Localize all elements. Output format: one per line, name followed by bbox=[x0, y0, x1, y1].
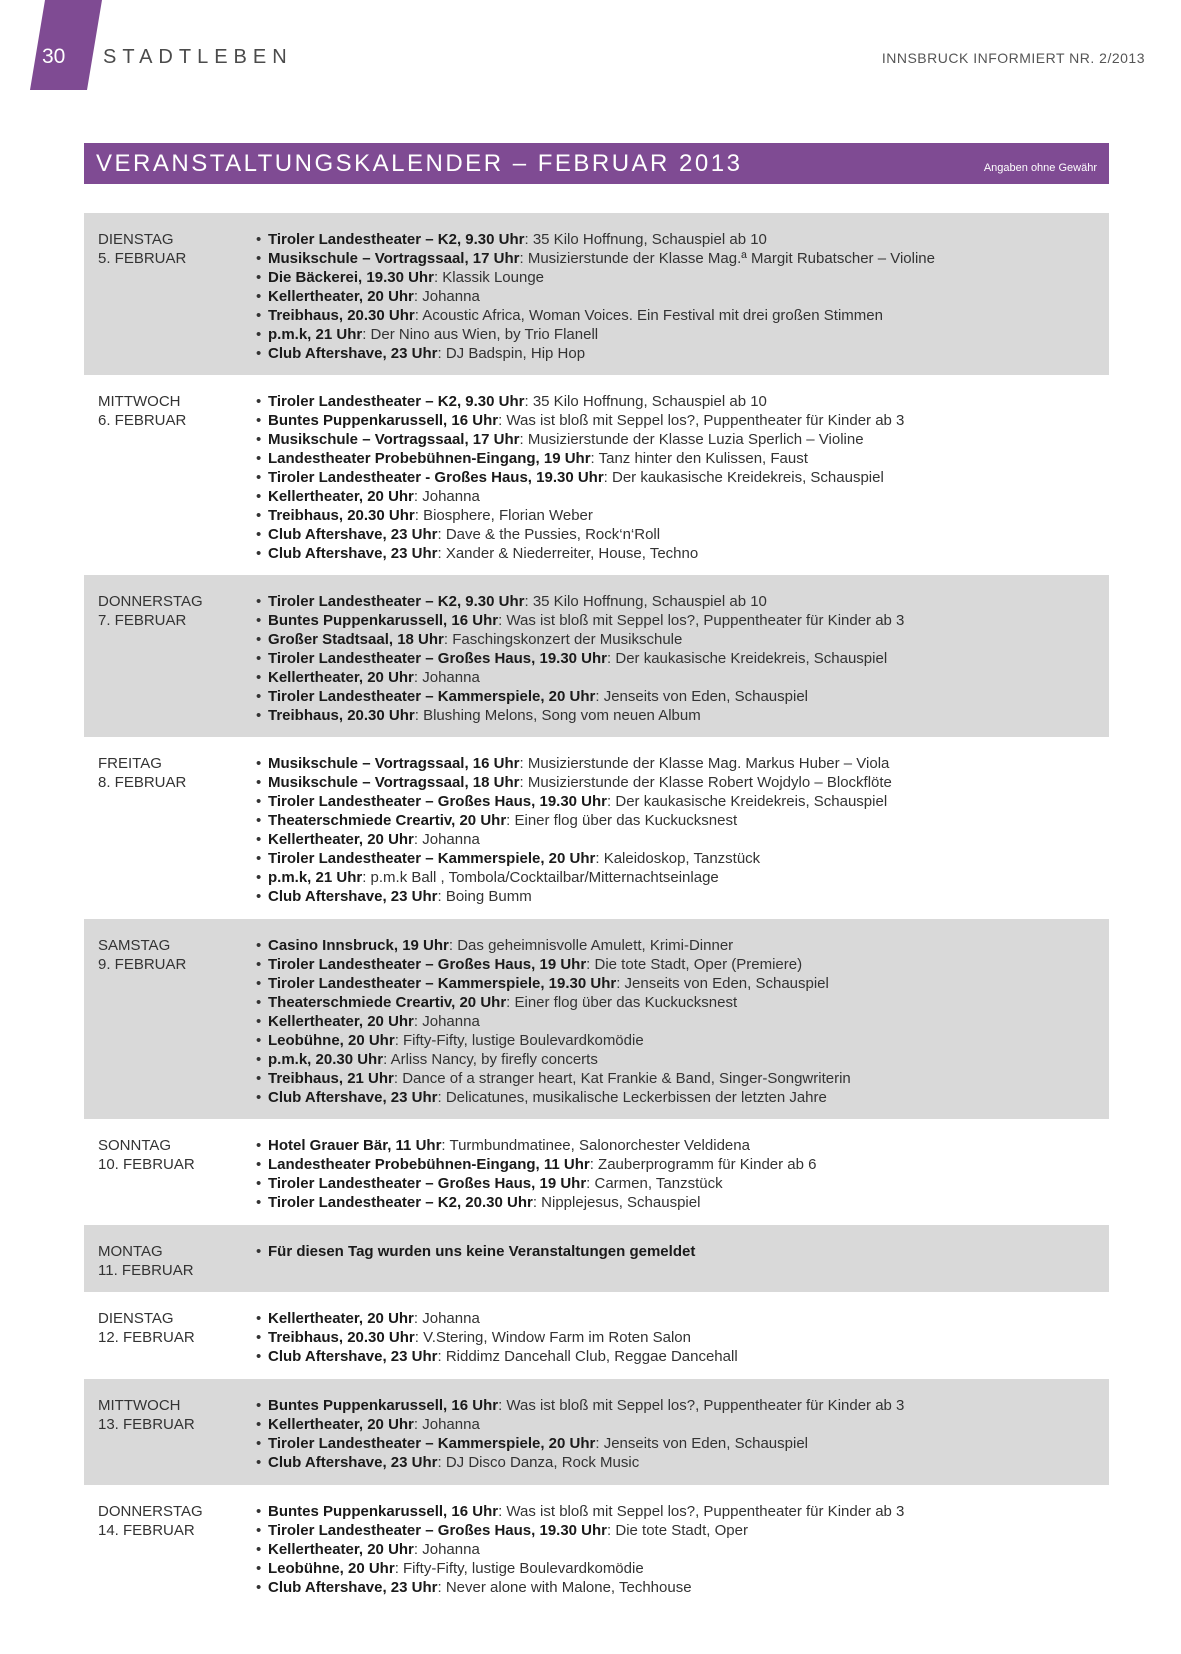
event-venue: Landestheater Probebühnen-Eingang, 19 Uhr bbox=[268, 450, 591, 467]
event-venue: Landestheater Probebühnen-Eingang, 11 Uhr bbox=[268, 1156, 590, 1173]
day-block bbox=[84, 1292, 1109, 1379]
day-label bbox=[98, 1136, 195, 1174]
bullet-icon: • bbox=[256, 975, 262, 992]
day-label bbox=[98, 754, 186, 792]
bullet-icon: • bbox=[256, 393, 262, 410]
event-venue: Tiroler Landestheater – K2, 9.30 Uhr bbox=[268, 231, 525, 248]
event-list bbox=[256, 1242, 1099, 1261]
weekday: SONNTAG bbox=[98, 1137, 172, 1154]
event-venue: Die Bäckerei, 19.30 Uhr bbox=[268, 269, 434, 286]
event-item bbox=[256, 936, 1099, 955]
issue-info: INNSBRUCK INFORMIERT NR. 2/2013 bbox=[881, 50, 1145, 66]
event-item bbox=[256, 1012, 1099, 1031]
event-venue: Treibhaus, 20.30 Uhr bbox=[268, 707, 415, 724]
event-venue: Club Aftershave, 23 Uhr bbox=[268, 888, 438, 905]
event-list bbox=[256, 1396, 1099, 1472]
bullet-icon: • bbox=[256, 1175, 262, 1192]
calendar-title: VERANSTALTUNGSKALENDER – FEBRUAR 2013 bbox=[96, 150, 743, 177]
event-venue: Hotel Grauer Bär, 11 Uhr bbox=[268, 1137, 442, 1154]
bullet-icon: • bbox=[256, 688, 262, 705]
bullet-icon: • bbox=[256, 1348, 262, 1365]
bullet-icon: • bbox=[256, 650, 262, 667]
bullet-icon: • bbox=[256, 850, 262, 867]
bullet-icon: • bbox=[256, 231, 262, 248]
bullet-icon: • bbox=[256, 1051, 262, 1068]
event-item bbox=[256, 1050, 1099, 1069]
event-description: : Fifty-Fifty, lustige Boulevardkomödie bbox=[394, 1032, 644, 1049]
event-description: : Acoustic Africa, Woman Voices. Ein Festival mit drei großen Stimmen bbox=[414, 307, 883, 324]
event-item bbox=[256, 411, 1099, 430]
event-venue: Tiroler Landestheater – Kammerspiele, 19.30 Uhr bbox=[268, 975, 617, 992]
event-description: : DJ Disco Danza, Rock Music bbox=[437, 1454, 640, 1471]
event-description: : Was ist bloß mit Seppel los?, Puppentheater für Kinder ab 3 bbox=[498, 1397, 905, 1414]
day-label bbox=[98, 1309, 195, 1347]
event-venue: Kellertheater, 20 Uhr bbox=[268, 288, 414, 305]
bullet-icon: • bbox=[256, 1137, 262, 1154]
event-venue: Club Aftershave, 23 Uhr bbox=[268, 526, 438, 543]
event-list bbox=[256, 1502, 1099, 1597]
event-venue: Treibhaus, 20.30 Uhr bbox=[268, 507, 415, 524]
event-item bbox=[256, 325, 1099, 344]
day-block bbox=[84, 919, 1109, 1119]
day-label bbox=[98, 936, 186, 974]
bullet-icon: • bbox=[256, 956, 262, 973]
weekday: DONNERSTAG bbox=[98, 1503, 203, 1520]
event-description: : Was ist bloß mit Seppel los?, Puppentheater für Kinder ab 3 bbox=[498, 612, 905, 629]
bullet-icon: • bbox=[256, 1579, 262, 1596]
event-venue: Musikschule – Vortragssaal, 17 Uhr bbox=[268, 431, 520, 448]
event-item bbox=[256, 611, 1099, 630]
bullet-icon: • bbox=[256, 631, 262, 648]
event-item bbox=[256, 306, 1099, 325]
event-description: : V.Stering, Window Farm im Roten Salon bbox=[414, 1329, 691, 1346]
bullet-icon: • bbox=[256, 1503, 262, 1520]
event-item bbox=[256, 1193, 1099, 1212]
event-venue: Club Aftershave, 23 Uhr bbox=[268, 1579, 438, 1596]
weekday: DONNERSTAG bbox=[98, 593, 203, 610]
event-description: : Jenseits von Eden, Schauspiel bbox=[616, 975, 829, 992]
event-item bbox=[256, 1242, 1099, 1261]
event-item bbox=[256, 849, 1099, 868]
bullet-icon: • bbox=[256, 812, 262, 829]
event-description: : Turmbundmatinee, Salonorchester Veldidena bbox=[441, 1137, 750, 1154]
bullet-icon: • bbox=[256, 707, 262, 724]
event-description: : Riddimz Dancehall Club, Reggae Dancehall bbox=[437, 1348, 738, 1365]
weekday: DIENSTAG bbox=[98, 1310, 174, 1327]
event-item bbox=[256, 487, 1099, 506]
bullet-icon: • bbox=[256, 937, 262, 954]
bullet-icon: • bbox=[256, 1013, 262, 1030]
day-block bbox=[84, 575, 1109, 737]
event-venue: Musikschule – Vortragssaal, 16 Uhr bbox=[268, 755, 520, 772]
bullet-icon: • bbox=[256, 774, 262, 791]
event-calendar bbox=[84, 213, 1109, 1609]
event-venue: Kellertheater, 20 Uhr bbox=[268, 669, 414, 686]
event-item bbox=[256, 287, 1099, 306]
event-description: : 35 Kilo Hoffnung, Schauspiel ab 10 bbox=[524, 593, 767, 610]
event-item bbox=[256, 706, 1099, 725]
bullet-icon: • bbox=[256, 412, 262, 429]
event-description: : Boing Bumm bbox=[437, 888, 532, 905]
event-venue: Tiroler Landestheater – Großes Haus, 19.30 Uhr bbox=[268, 1522, 608, 1539]
bullet-icon: • bbox=[256, 593, 262, 610]
weekday: DIENSTAG bbox=[98, 231, 174, 248]
event-item bbox=[256, 1347, 1099, 1366]
bullet-icon: • bbox=[256, 488, 262, 505]
event-item bbox=[256, 1453, 1099, 1472]
event-venue: Theaterschmiede Creartiv, 20 Uhr bbox=[268, 994, 507, 1011]
event-list bbox=[256, 230, 1099, 363]
event-description: : 35 Kilo Hoffnung, Schauspiel ab 10 bbox=[524, 393, 767, 410]
date: 9. FEBRUAR bbox=[98, 956, 187, 973]
event-item bbox=[256, 1155, 1099, 1174]
event-item bbox=[256, 344, 1099, 363]
bullet-icon: • bbox=[256, 450, 262, 467]
event-list bbox=[256, 1309, 1099, 1366]
bullet-icon: • bbox=[256, 1329, 262, 1346]
event-description: : Einer flog über das Kuckucksnest bbox=[506, 994, 738, 1011]
date: 8. FEBRUAR bbox=[98, 774, 187, 791]
event-item bbox=[256, 630, 1099, 649]
event-venue: Kellertheater, 20 Uhr bbox=[268, 1416, 414, 1433]
event-item bbox=[256, 392, 1099, 411]
bullet-icon: • bbox=[256, 526, 262, 543]
weekday: MITTWOCH bbox=[98, 393, 181, 410]
date: 14. FEBRUAR bbox=[98, 1522, 195, 1539]
event-venue: Buntes Puppenkarussell, 16 Uhr bbox=[268, 1503, 499, 1520]
event-venue: Tiroler Landestheater – K2, 20.30 Uhr bbox=[268, 1194, 533, 1211]
event-list bbox=[256, 936, 1099, 1107]
event-item bbox=[256, 544, 1099, 563]
event-venue: Club Aftershave, 23 Uhr bbox=[268, 1454, 438, 1471]
event-venue: Großer Stadtsaal, 18 Uhr bbox=[268, 631, 444, 648]
bullet-icon: • bbox=[256, 269, 262, 286]
bullet-icon: • bbox=[256, 250, 262, 267]
event-description: : Musizierstunde der Klasse Mag. Markus Huber – Viola bbox=[519, 755, 890, 772]
bullet-icon: • bbox=[256, 1070, 262, 1087]
event-venue: Kellertheater, 20 Uhr bbox=[268, 1013, 414, 1030]
event-item bbox=[256, 1088, 1099, 1107]
event-venue: p.m.k, 21 Uhr bbox=[268, 869, 363, 886]
day-block bbox=[84, 375, 1109, 575]
bullet-icon: • bbox=[256, 888, 262, 905]
event-item bbox=[256, 792, 1099, 811]
event-description: : Johanna bbox=[413, 1013, 480, 1030]
event-venue: p.m.k, 21 Uhr bbox=[268, 326, 363, 343]
event-venue: Treibhaus, 20.30 Uhr bbox=[268, 1329, 415, 1346]
event-item bbox=[256, 955, 1099, 974]
day-block bbox=[84, 1225, 1109, 1292]
bullet-icon: • bbox=[256, 612, 262, 629]
event-description: : Johanna bbox=[413, 669, 480, 686]
day-block bbox=[84, 213, 1109, 375]
event-description: : Musizierstunde der Klasse Mag.ª Margit Rubatscher – Violine bbox=[519, 250, 935, 267]
event-venue: Tiroler Landestheater – Kammerspiele, 20 Uhr bbox=[268, 850, 596, 867]
bullet-icon: • bbox=[256, 469, 262, 486]
day-block bbox=[84, 1379, 1109, 1485]
event-list bbox=[256, 754, 1099, 906]
event-venue: Tiroler Landestheater – Großes Haus, 19.30 Uhr bbox=[268, 793, 608, 810]
event-description: : Faschingskonzert der Musikschule bbox=[443, 631, 683, 648]
bullet-icon: • bbox=[256, 1522, 262, 1539]
day-label bbox=[98, 1502, 203, 1540]
day-label bbox=[98, 230, 186, 268]
bullet-icon: • bbox=[256, 1541, 262, 1558]
event-item bbox=[256, 1396, 1099, 1415]
event-item bbox=[256, 230, 1099, 249]
disclaimer-note: Angaben ohne Gewähr bbox=[983, 162, 1097, 174]
day-block bbox=[84, 737, 1109, 919]
event-description: : Arliss Nancy, by firefly concerts bbox=[383, 1051, 598, 1068]
event-venue: Tiroler Landestheater – Großes Haus, 19 Uhr bbox=[268, 1175, 587, 1192]
event-description: : Was ist bloß mit Seppel los?, Puppentheater für Kinder ab 3 bbox=[498, 1503, 905, 1520]
event-description: : Der Nino aus Wien, by Trio Flanell bbox=[362, 326, 599, 343]
bullet-icon: • bbox=[256, 669, 262, 686]
event-item bbox=[256, 1136, 1099, 1155]
event-description: : Die tote Stadt, Oper (Premiere) bbox=[586, 956, 803, 973]
event-venue: Kellertheater, 20 Uhr bbox=[268, 488, 414, 505]
event-description: : Johanna bbox=[413, 1541, 480, 1558]
event-item bbox=[256, 649, 1099, 668]
event-description: : Was ist bloß mit Seppel los?, Puppentheater für Kinder ab 3 bbox=[498, 412, 905, 429]
event-description: : Der kaukasische Kreidekreis, Schauspiel bbox=[603, 469, 884, 486]
event-item bbox=[256, 887, 1099, 906]
event-venue: Casino Innsbruck, 19 Uhr bbox=[268, 937, 449, 954]
weekday: FREITAG bbox=[98, 755, 162, 772]
bullet-icon: • bbox=[256, 1435, 262, 1452]
date: 7. FEBRUAR bbox=[98, 612, 187, 629]
event-venue: Musikschule – Vortragssaal, 17 Uhr bbox=[268, 250, 520, 267]
event-item bbox=[256, 773, 1099, 792]
bullet-icon: • bbox=[256, 345, 262, 362]
date: 5. FEBRUAR bbox=[98, 250, 187, 267]
bullet-icon: • bbox=[256, 431, 262, 448]
event-description: : DJ Badspin, Hip Hop bbox=[437, 345, 586, 362]
event-venue: Kellertheater, 20 Uhr bbox=[268, 831, 414, 848]
day-label bbox=[98, 592, 203, 630]
event-description: : Der kaukasische Kreidekreis, Schauspiel bbox=[607, 793, 888, 810]
event-venue: Club Aftershave, 23 Uhr bbox=[268, 1089, 438, 1106]
event-description: : Dance of a stranger heart, Kat Frankie & Band, Singer-Songwriterin bbox=[393, 1070, 851, 1087]
bullet-icon: • bbox=[256, 869, 262, 886]
weekday: MITTWOCH bbox=[98, 1397, 181, 1414]
day-block bbox=[84, 1485, 1109, 1609]
event-venue: Tiroler Landestheater – K2, 9.30 Uhr bbox=[268, 593, 525, 610]
bullet-icon: • bbox=[256, 326, 262, 343]
bullet-icon: • bbox=[256, 1560, 262, 1577]
event-venue: p.m.k, 20.30 Uhr bbox=[268, 1051, 384, 1068]
event-item bbox=[256, 754, 1099, 773]
page-number: 30 bbox=[42, 45, 66, 68]
event-description: : Zauberprogramm für Kinder ab 6 bbox=[589, 1156, 817, 1173]
event-item bbox=[256, 811, 1099, 830]
event-item bbox=[256, 1069, 1099, 1088]
event-venue: Buntes Puppenkarussell, 16 Uhr bbox=[268, 1397, 499, 1414]
event-venue: Kellertheater, 20 Uhr bbox=[268, 1310, 414, 1327]
event-venue: Kellertheater, 20 Uhr bbox=[268, 1541, 414, 1558]
bullet-icon: • bbox=[256, 1156, 262, 1173]
event-venue: Buntes Puppenkarussell, 16 Uhr bbox=[268, 412, 499, 429]
event-description: : Die tote Stadt, Oper bbox=[607, 1522, 748, 1539]
event-description: : Delicatunes, musikalische Leckerbissen der letzten Jahre bbox=[437, 1089, 827, 1106]
event-venue: Tiroler Landestheater – Kammerspiele, 20 Uhr bbox=[268, 1435, 596, 1452]
event-description: : Johanna bbox=[413, 831, 480, 848]
event-venue: Musikschule – Vortragssaal, 18 Uhr bbox=[268, 774, 520, 791]
event-item bbox=[256, 268, 1099, 287]
bullet-icon: • bbox=[256, 994, 262, 1011]
event-item bbox=[256, 592, 1099, 611]
event-item bbox=[256, 1434, 1099, 1453]
event-description: : p.m.k Ball , Tombola/Cocktailbar/Mitternachtseinlage bbox=[362, 869, 719, 886]
day-label bbox=[98, 1396, 195, 1434]
event-list bbox=[256, 392, 1099, 563]
event-venue: Tiroler Landestheater – Kammerspiele, 20 Uhr bbox=[268, 688, 596, 705]
bullet-icon: • bbox=[256, 1089, 262, 1106]
date: 12. FEBRUAR bbox=[98, 1329, 195, 1346]
event-list bbox=[256, 1136, 1099, 1212]
event-venue: Leobühne, 20 Uhr bbox=[268, 1560, 395, 1577]
section-name: STADTLEBEN bbox=[103, 46, 293, 68]
event-description: : Biosphere, Florian Weber bbox=[414, 507, 593, 524]
date: 11. FEBRUAR bbox=[98, 1262, 194, 1279]
day-label bbox=[98, 392, 186, 430]
event-item bbox=[256, 1521, 1099, 1540]
event-description: : Dave & the Pussies, Rock‘n‘Roll bbox=[437, 526, 661, 543]
event-item bbox=[256, 506, 1099, 525]
event-list bbox=[256, 592, 1099, 725]
event-item bbox=[256, 993, 1099, 1012]
event-item bbox=[256, 1578, 1099, 1597]
event-description: : Never alone with Malone, Techhouse bbox=[437, 1579, 692, 1596]
bullet-icon: • bbox=[256, 793, 262, 810]
event-item bbox=[256, 1309, 1099, 1328]
day-label bbox=[98, 1242, 194, 1280]
bullet-icon: • bbox=[256, 1310, 262, 1327]
event-description: : Musizierstunde der Klasse Luzia Sperlich – Violine bbox=[519, 431, 864, 448]
weekday: SAMSTAG bbox=[98, 937, 171, 954]
event-venue: Tiroler Landestheater – Großes Haus, 19.30 Uhr bbox=[268, 650, 608, 667]
event-description: : Einer flog über das Kuckucksnest bbox=[506, 812, 738, 829]
event-item bbox=[256, 1540, 1099, 1559]
bullet-icon: • bbox=[256, 1416, 262, 1433]
event-item bbox=[256, 449, 1099, 468]
event-venue: Buntes Puppenkarussell, 16 Uhr bbox=[268, 612, 499, 629]
event-item bbox=[256, 1559, 1099, 1578]
event-item bbox=[256, 668, 1099, 687]
event-venue: Tiroler Landestheater - Großes Haus, 19.30 Uhr bbox=[268, 469, 604, 486]
event-description: : Jenseits von Eden, Schauspiel bbox=[595, 688, 808, 705]
event-item bbox=[256, 1502, 1099, 1521]
event-venue: Leobühne, 20 Uhr bbox=[268, 1032, 395, 1049]
event-item bbox=[256, 1174, 1099, 1193]
event-item bbox=[256, 249, 1099, 268]
event-description: : Johanna bbox=[413, 1310, 480, 1327]
bullet-icon: • bbox=[256, 831, 262, 848]
bullet-icon: • bbox=[256, 755, 262, 772]
event-venue: Tiroler Landestheater – Großes Haus, 19 Uhr bbox=[268, 956, 587, 973]
bullet-icon: • bbox=[256, 545, 262, 562]
event-item bbox=[256, 1415, 1099, 1434]
event-item bbox=[256, 468, 1099, 487]
date: 13. FEBRUAR bbox=[98, 1416, 195, 1433]
event-venue: Treibhaus, 21 Uhr bbox=[268, 1070, 394, 1087]
event-item bbox=[256, 974, 1099, 993]
event-description: : Der kaukasische Kreidekreis, Schauspiel bbox=[607, 650, 888, 667]
event-item bbox=[256, 1031, 1099, 1050]
event-description: : Johanna bbox=[413, 1416, 480, 1433]
bullet-icon: • bbox=[256, 1454, 262, 1471]
event-description: : Das geheimnisvolle Amulett, Krimi-Dinner bbox=[448, 937, 734, 954]
event-description: : Johanna bbox=[413, 488, 480, 505]
calendar-banner bbox=[84, 143, 1109, 184]
date: 6. FEBRUAR bbox=[98, 412, 187, 429]
event-venue: Treibhaus, 20.30 Uhr bbox=[268, 307, 415, 324]
event-description: : Blushing Melons, Song vom neuen Album bbox=[414, 707, 701, 724]
event-description: : Xander & Niederreiter, House, Techno bbox=[437, 545, 699, 562]
date: 10. FEBRUAR bbox=[98, 1156, 195, 1173]
event-item bbox=[256, 830, 1099, 849]
event-venue: Für diesen Tag wurden uns keine Veranstaltungen gemeldet bbox=[268, 1243, 696, 1260]
event-description: : Fifty-Fifty, lustige Boulevardkomödie bbox=[394, 1560, 644, 1577]
event-item bbox=[256, 1328, 1099, 1347]
bullet-icon: • bbox=[256, 507, 262, 524]
event-venue: Club Aftershave, 23 Uhr bbox=[268, 545, 438, 562]
event-description: : Klassik Lounge bbox=[433, 269, 545, 286]
event-venue: Club Aftershave, 23 Uhr bbox=[268, 345, 438, 362]
event-description: : Carmen, Tanzstück bbox=[586, 1175, 723, 1192]
event-description: : Kaleidoskop, Tanzstück bbox=[595, 850, 761, 867]
bullet-icon: • bbox=[256, 1397, 262, 1414]
event-item bbox=[256, 430, 1099, 449]
event-description: : Nipplejesus, Schauspiel bbox=[532, 1194, 701, 1211]
event-venue: Tiroler Landestheater – K2, 9.30 Uhr bbox=[268, 393, 525, 410]
bullet-icon: • bbox=[256, 1243, 262, 1260]
bullet-icon: • bbox=[256, 1032, 262, 1049]
event-item bbox=[256, 868, 1099, 887]
event-item bbox=[256, 525, 1099, 544]
event-item bbox=[256, 687, 1099, 706]
bullet-icon: • bbox=[256, 307, 262, 324]
event-description: : Jenseits von Eden, Schauspiel bbox=[595, 1435, 808, 1452]
day-block bbox=[84, 1119, 1109, 1225]
event-description: : Musizierstunde der Klasse Robert Wojdylo – Blockflöte bbox=[519, 774, 892, 791]
bullet-icon: • bbox=[256, 1194, 262, 1211]
bullet-icon: • bbox=[256, 288, 262, 305]
event-venue: Club Aftershave, 23 Uhr bbox=[268, 1348, 438, 1365]
event-description: : Tanz hinter den Kulissen, Faust bbox=[590, 450, 808, 467]
event-description: : 35 Kilo Hoffnung, Schauspiel ab 10 bbox=[524, 231, 767, 248]
event-description: : Johanna bbox=[413, 288, 480, 305]
event-venue: Theaterschmiede Creartiv, 20 Uhr bbox=[268, 812, 507, 829]
weekday: MONTAG bbox=[98, 1243, 163, 1260]
